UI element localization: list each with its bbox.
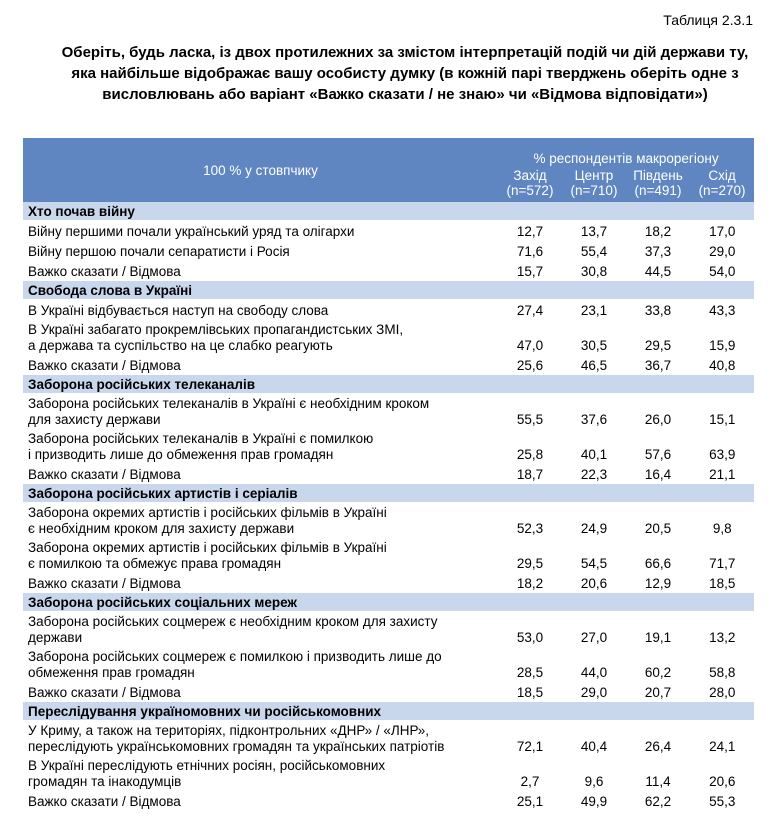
value-cell: 44,5: [626, 261, 690, 281]
region-name: Південь: [633, 168, 683, 183]
row-label: [23, 612, 498, 647]
region-super-header: % респондентів макрорегіону: [533, 151, 719, 166]
row-label-line: В Україні відбувається наступ на свободу слова: [28, 303, 329, 318]
value-cell: 23,1: [562, 300, 626, 320]
table-row: [23, 320, 754, 355]
value-cell: 16,4: [626, 464, 690, 484]
value-cell: 46,5: [562, 355, 626, 375]
value-cell: 52,3: [498, 503, 562, 538]
value-cell: 2,7: [498, 756, 562, 791]
value-cell: 63,9: [690, 429, 754, 464]
value-cell: 28,0: [690, 682, 754, 702]
value-cell: 15,1: [690, 394, 754, 429]
value-cell: 28,5: [498, 647, 562, 682]
value-cell: 37,3: [626, 241, 690, 261]
value-cell: 13,7: [562, 221, 626, 241]
region-sample-size: (n=572): [506, 183, 554, 198]
value-cell: 19,1: [626, 612, 690, 647]
section-row: [23, 484, 754, 503]
table-row: [23, 261, 754, 281]
value-cell: 18,7: [498, 464, 562, 484]
row-label: [23, 320, 498, 355]
section-row: [23, 202, 754, 221]
value-cell: 55,5: [498, 394, 562, 429]
table-number: Таблиця 2.3.1: [663, 12, 753, 28]
value-cell: 49,9: [562, 791, 626, 811]
table-body: [23, 202, 754, 811]
value-cell: 12,9: [626, 573, 690, 593]
row-label-line: Заборона російських соцмереж є необхідним кроком для захисту: [28, 614, 438, 629]
row-label: [23, 241, 498, 261]
section-title: Переслідування україномовних чи російськомовних: [23, 702, 754, 721]
data-table: [23, 138, 754, 811]
region-sample-size: (n=710): [570, 183, 618, 198]
table-row: [23, 721, 754, 756]
row-label-line: Важко сказати / Відмова: [28, 685, 181, 700]
table-row: [23, 756, 754, 791]
value-cell: 18,2: [626, 221, 690, 241]
row-label: [23, 538, 498, 573]
value-cell: 29,0: [690, 241, 754, 261]
value-cell: 71,7: [690, 538, 754, 573]
value-cell: 26,4: [626, 721, 690, 756]
table-title: Оберіть, будь ласка, із двох протилежних за змістом інтерпретацій подій чи дій держави ту, яка найбільше відображає вашу особисту думку (в кожній парі тверджень оберіть одне з висловлювань або варіант «Важко сказати / не знаю» чи «Відмова відповідати»): [61, 44, 749, 103]
row-label: [23, 721, 498, 756]
value-cell: 27,4: [498, 300, 562, 320]
row-label-line: Важко сказати / Відмова: [28, 794, 181, 809]
value-cell: 13,2: [690, 612, 754, 647]
value-cell: 18,2: [498, 573, 562, 593]
row-label: [23, 300, 498, 320]
row-label-line: а держава та суспільство на це слабко реагують: [28, 338, 333, 353]
row-label: [23, 261, 498, 281]
value-cell: 40,4: [562, 721, 626, 756]
value-cell: 27,0: [562, 612, 626, 647]
row-label-line: переслідують українськомовних громадян та українських патріотів: [28, 739, 445, 754]
row-label: [23, 756, 498, 791]
table-row: [23, 538, 754, 573]
value-cell: 11,4: [626, 756, 690, 791]
region-header: [498, 168, 562, 202]
row-label-line: Заборона російських соцмереж є помилкою і призводить лише до: [28, 649, 442, 664]
region-name: Захід: [513, 168, 547, 183]
value-cell: 26,0: [626, 394, 690, 429]
value-cell: 29,0: [562, 682, 626, 702]
table-row: [23, 300, 754, 320]
value-cell: 12,7: [498, 221, 562, 241]
value-cell: 15,7: [498, 261, 562, 281]
region-header: [690, 168, 754, 202]
value-cell: 18,5: [498, 682, 562, 702]
value-cell: 29,5: [626, 320, 690, 355]
row-label: [23, 355, 498, 375]
row-label-line: Заборона російських телеканалів в Україні є помилкою: [28, 431, 374, 446]
row-label-line: Заборона окремих артистів і російських фільмів в Україні: [28, 505, 387, 520]
section-title: Свобода слова в Україні: [23, 281, 754, 300]
value-cell: 24,9: [562, 503, 626, 538]
table-row: [23, 503, 754, 538]
value-cell: 20,5: [626, 503, 690, 538]
row-label-line: Війну першою почали сепаратисти і Росія: [28, 244, 290, 259]
value-cell: 43,3: [690, 300, 754, 320]
section-title: Заборона російських телеканалів: [23, 375, 754, 394]
table-row: [23, 241, 754, 261]
value-cell: 62,2: [626, 791, 690, 811]
row-label-line: держави: [28, 630, 83, 645]
value-cell: 24,1: [690, 721, 754, 756]
value-cell: 54,0: [690, 261, 754, 281]
row-label-line: громадян та інакодумців: [28, 774, 182, 789]
region-sample-size: (n=491): [634, 183, 682, 198]
row-label-line: Важко сказати / Відмова: [28, 264, 181, 279]
value-cell: 55,3: [690, 791, 754, 811]
value-cell: 20,7: [626, 682, 690, 702]
row-label: [23, 791, 498, 811]
value-cell: 25,8: [498, 429, 562, 464]
value-cell: 30,8: [562, 261, 626, 281]
row-label-line: В Україні переслідують етнічних росіян, російськомовних: [28, 758, 386, 773]
row-label-line: Війну першими почали український уряд та олігархи: [28, 224, 355, 239]
row-label-line: У Криму, а також на територіях, підконтрольних «ДНР» / «ЛНР»,: [28, 723, 430, 738]
table-row: [23, 682, 754, 702]
value-cell: 71,6: [498, 241, 562, 261]
value-cell: 36,7: [626, 355, 690, 375]
value-cell: 9,6: [562, 756, 626, 791]
row-label: [23, 682, 498, 702]
value-cell: 53,0: [498, 612, 562, 647]
value-cell: 37,6: [562, 394, 626, 429]
value-cell: 30,5: [562, 320, 626, 355]
value-cell: 40,1: [562, 429, 626, 464]
value-cell: 58,8: [690, 647, 754, 682]
value-cell: 29,5: [498, 538, 562, 573]
value-cell: 72,1: [498, 721, 562, 756]
row-label-line: і призводить лише до обмеження прав громадян: [28, 447, 334, 462]
region-sample-size: (n=270): [698, 183, 746, 198]
table-row: [23, 464, 754, 484]
row-label-line: Заборона російських телеканалів в Україні є необхідним кроком: [28, 396, 430, 411]
section-row: [23, 375, 754, 394]
value-cell: 55,4: [562, 241, 626, 261]
value-cell: 54,5: [562, 538, 626, 573]
row-label: [23, 221, 498, 241]
region-header: [562, 168, 626, 202]
region-name: Центр: [574, 168, 614, 183]
value-cell: 20,6: [690, 756, 754, 791]
section-title: Заборона російських артистів і серіалів: [23, 484, 754, 503]
stub-header: 100 % у стовпчику: [203, 162, 318, 178]
table-row: [23, 429, 754, 464]
section-title: Хто почав війну: [23, 202, 754, 221]
value-cell: 40,8: [690, 355, 754, 375]
row-label: [23, 573, 498, 593]
value-cell: 57,6: [626, 429, 690, 464]
table-row: [23, 573, 754, 593]
value-cell: 15,9: [690, 320, 754, 355]
row-label-line: є необхідним кроком для захисту держави: [28, 521, 295, 536]
row-label: [23, 394, 498, 429]
row-label: [23, 647, 498, 682]
section-row: [23, 702, 754, 721]
table-row: [23, 612, 754, 647]
section-title: Заборона російських соціальних мереж: [23, 593, 754, 612]
row-label-line: Заборона окремих артистів і російських фільмів в Україні: [28, 540, 387, 555]
table-row: [23, 221, 754, 241]
row-label: [23, 429, 498, 464]
row-label-line: для захисту держави: [28, 412, 161, 427]
section-row: [23, 281, 754, 300]
table-row: [23, 647, 754, 682]
table-header: [23, 138, 754, 202]
row-label-line: обмеження прав громадян: [28, 665, 195, 680]
value-cell: 18,5: [690, 573, 754, 593]
row-label-line: Важко сказати / Відмова: [28, 576, 181, 591]
value-cell: 22,3: [562, 464, 626, 484]
value-cell: 17,0: [690, 221, 754, 241]
value-cell: 60,2: [626, 647, 690, 682]
table-row: [23, 355, 754, 375]
value-cell: 25,6: [498, 355, 562, 375]
row-label-line: Важко сказати / Відмова: [28, 467, 181, 482]
row-label: [23, 503, 498, 538]
value-cell: 21,1: [690, 464, 754, 484]
row-label-line: Важко сказати / Відмова: [28, 358, 181, 373]
value-cell: 66,6: [626, 538, 690, 573]
value-cell: 20,6: [562, 573, 626, 593]
value-cell: 44,0: [562, 647, 626, 682]
value-cell: 9,8: [690, 503, 754, 538]
value-cell: 25,1: [498, 791, 562, 811]
row-label-line: В Україні забагато прокремлівських пропагандистських ЗМІ,: [28, 322, 404, 337]
section-row: [23, 593, 754, 612]
region-name: Схід: [708, 168, 736, 183]
row-label: [23, 464, 498, 484]
table-row: [23, 394, 754, 429]
table-row: [23, 791, 754, 811]
region-header: [626, 168, 690, 202]
value-cell: 33,8: [626, 300, 690, 320]
value-cell: 47,0: [498, 320, 562, 355]
row-label-line: є помилкою та обмежує права громадян: [28, 556, 282, 571]
